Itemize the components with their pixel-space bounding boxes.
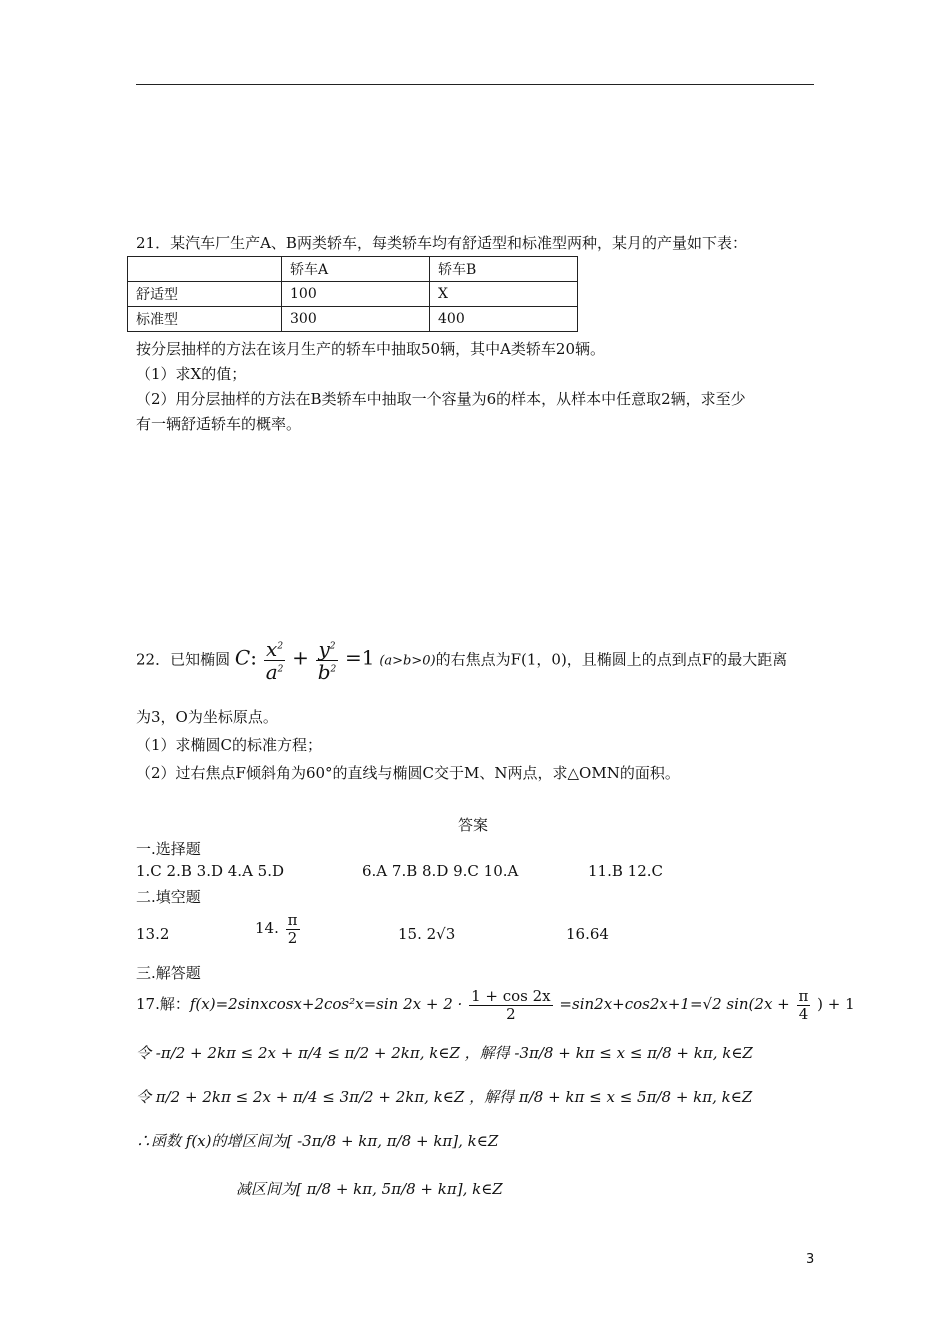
numerator: y bbox=[318, 637, 330, 661]
mc-answers-11-12: 11.B 12.C bbox=[588, 862, 663, 880]
equals-one: =1 bbox=[345, 645, 375, 670]
exponent: 2 bbox=[277, 664, 284, 675]
page-number: 3 bbox=[806, 1252, 815, 1267]
half-angle-fraction bbox=[469, 988, 553, 1022]
table-cell: 100 bbox=[282, 282, 430, 307]
section-solutions: 三.解答题 bbox=[136, 964, 201, 982]
q22-lead: 22．已知椭圆 bbox=[136, 650, 231, 669]
numerator: π bbox=[798, 987, 809, 1005]
q22-stem-tail: 的右焦点为F(1，0)，且椭圆上的点到点F的最大距离 bbox=[435, 650, 788, 669]
solution-17-line4: ∴函数 f(x)的增区间为[ -3π/8 + kπ, π/8 + kπ], k∈Z bbox=[136, 1132, 499, 1150]
ellipse-name: C bbox=[234, 645, 251, 670]
table-row bbox=[128, 307, 578, 332]
exponent: 2 bbox=[277, 641, 284, 652]
fill-label: 15. bbox=[398, 925, 422, 943]
q22-part1: （1）求椭圆C的标准方程； bbox=[136, 736, 323, 754]
denominator: a bbox=[265, 660, 278, 684]
solution-label: 17.解： bbox=[136, 995, 190, 1013]
q21-part2-cont: 有一辆舒适轿车的概率。 bbox=[136, 415, 302, 433]
q22-line1 bbox=[136, 638, 787, 683]
numerator: 1 + cos 2x bbox=[471, 987, 551, 1005]
solution-17-line5: 减区间为[ π/8 + kπ, 5π/8 + kπ], k∈Z bbox=[236, 1180, 503, 1198]
condition: (a>b>0) bbox=[379, 653, 436, 669]
solution-17-line1 bbox=[136, 988, 855, 1022]
math-expression: f(x)=2sinxcosx+2cos²x=sin 2x + 2 · bbox=[189, 995, 463, 1013]
exponent: 2 bbox=[329, 641, 336, 652]
table-cell: 舒适型 bbox=[128, 282, 282, 307]
pi-over-2-fraction bbox=[286, 912, 300, 946]
table-header-cell: 轿车A bbox=[282, 257, 430, 282]
answers-title: 答案 bbox=[458, 816, 489, 834]
q22-part2: （2）过右焦点F倾斜角为60°的直线与椭圆C交于M、N两点，求△OMN的面积。 bbox=[136, 764, 680, 782]
table-header-row bbox=[128, 257, 578, 282]
mc-answers-1-5: 1.C 2.B 3.D 4.A 5.D bbox=[136, 862, 285, 880]
math-expression: ) + 1 bbox=[817, 995, 855, 1013]
table-header-cell: 轿车B bbox=[430, 257, 578, 282]
table-cell: X bbox=[430, 282, 578, 307]
header-rule bbox=[136, 84, 814, 85]
table-row bbox=[128, 282, 578, 307]
solution-17-line2: 令 -π/2 + 2kπ ≤ 2x + π/4 ≤ π/2 + 2kπ, k∈Z ，解得 -3π/8 + kπ ≤ x ≤ π/8 + kπ, k∈Z bbox=[136, 1044, 753, 1062]
production-table bbox=[127, 256, 578, 332]
plus-sign: + bbox=[292, 645, 309, 670]
solution-17-line3: 令 π/2 + 2kπ ≤ 2x + π/4 ≤ 3π/2 + 2kπ, k∈Z ，解得 π/8 + kπ ≤ x ≤ 5π/8 + kπ, k∈Z bbox=[136, 1088, 753, 1106]
denominator: 2 bbox=[287, 928, 298, 947]
mc-answers-6-10: 6.A 7.B 8.D 9.C 10.A bbox=[362, 862, 519, 880]
fill-answer-16: 16.64 bbox=[566, 925, 609, 943]
q21-part2: （2）用分层抽样的方法在B类轿车中抽取一个容量为6的样本，从样本中任意取2辆，求至少 bbox=[136, 390, 746, 408]
x-over-a-fraction bbox=[264, 638, 286, 683]
fill-answer-14 bbox=[255, 912, 302, 946]
q21-part1: （1）求X的值； bbox=[136, 365, 247, 383]
table-cell: 400 bbox=[430, 307, 578, 332]
fill-answer-13: 13.2 bbox=[136, 925, 170, 943]
numerator: π bbox=[287, 911, 298, 929]
section-multiple-choice: 一.选择题 bbox=[136, 840, 201, 858]
numerator: x bbox=[266, 637, 278, 661]
fill-answer-15 bbox=[398, 925, 455, 943]
q21-description: 按分层抽样的方法在该月生产的轿车中抽取50辆，其中A类轿车20辆。 bbox=[136, 340, 606, 358]
pi-over-4-fraction bbox=[797, 988, 811, 1022]
q22-line2: 为3，O为坐标原点。 bbox=[136, 708, 278, 726]
table-cell: 300 bbox=[282, 307, 430, 332]
denominator: 4 bbox=[798, 1004, 809, 1023]
fill-value: 2√3 bbox=[426, 925, 456, 943]
colon: : bbox=[250, 645, 257, 670]
q21-stem: 21．某汽车厂生产A、B两类轿车，每类轿车均有舒适型和标准型两种，某月的产量如下表： bbox=[136, 234, 747, 252]
fill-label: 14. bbox=[255, 919, 279, 937]
y-over-b-fraction bbox=[316, 638, 339, 683]
section-fill-in: 二.填空题 bbox=[136, 888, 201, 906]
denominator: b bbox=[317, 660, 331, 684]
denominator: 2 bbox=[506, 1004, 516, 1023]
table-header-cell bbox=[128, 257, 282, 282]
table-cell: 标准型 bbox=[128, 307, 282, 332]
math-expression: =sin2x+cos2x+1=√2 sin(2x + bbox=[559, 995, 790, 1013]
exponent: 2 bbox=[330, 664, 337, 675]
